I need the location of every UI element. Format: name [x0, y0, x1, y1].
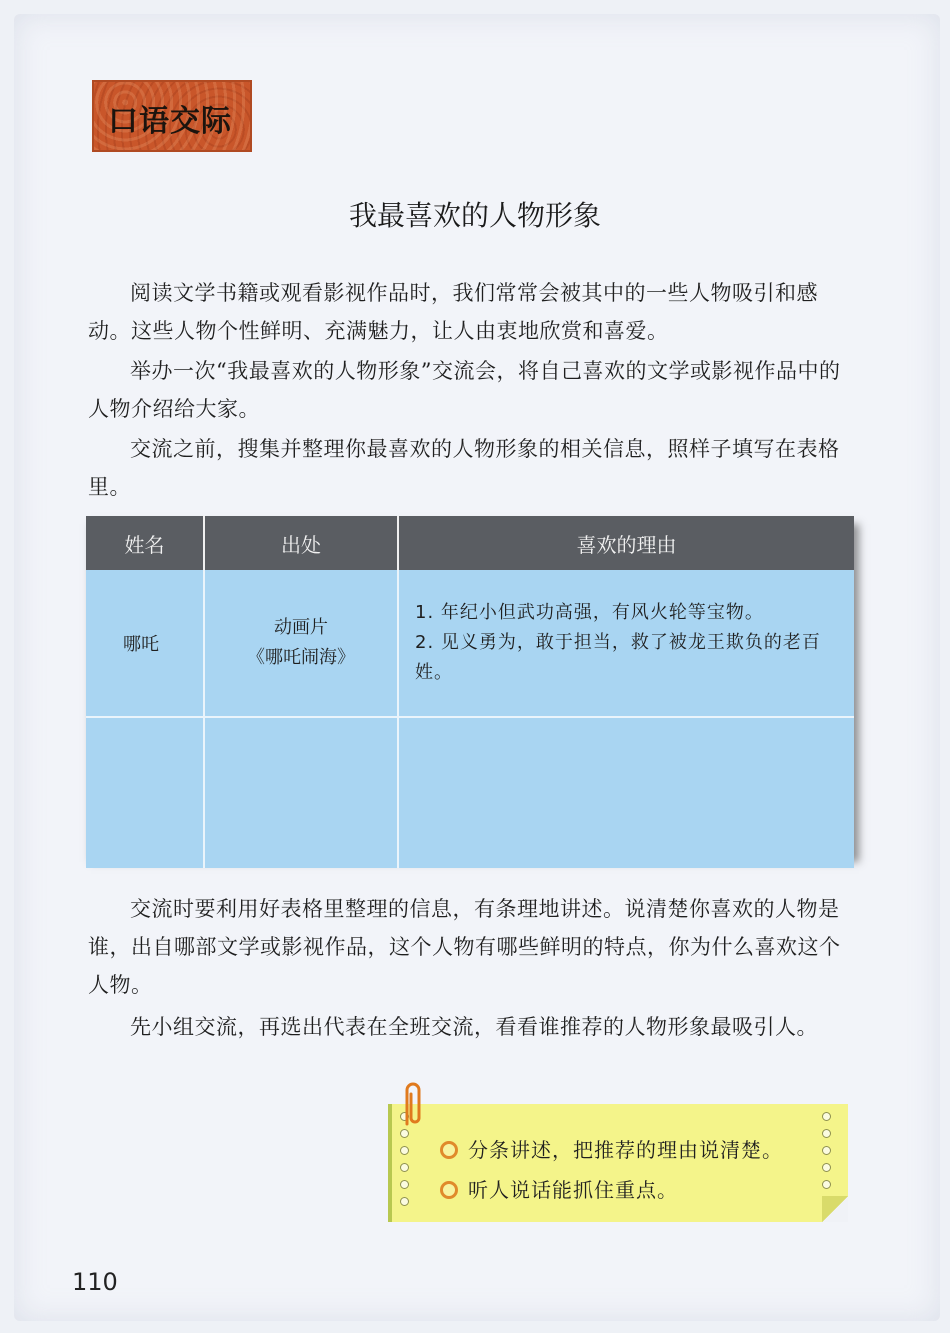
tip-text: 分条讲述，把推荐的理由说清楚。	[468, 1138, 783, 1162]
cell-reason	[398, 717, 854, 868]
outro-paragraph: 先小组交流，再选出代表在全班交流，看看谁推荐的人物形象最吸引人。	[130, 1015, 818, 1039]
tip-item	[440, 1134, 783, 1163]
section-badge-label: 口语交际	[108, 104, 232, 139]
cell-source	[204, 717, 398, 868]
page-title: 我最喜欢的人物形象	[348, 199, 601, 232]
character-table	[86, 516, 854, 854]
table-header-row	[86, 516, 854, 570]
tip-item	[440, 1174, 678, 1203]
column-header-name: 姓名	[86, 516, 204, 570]
column-header-reason: 喜欢的理由	[398, 516, 854, 570]
column-header-source: 出处	[204, 516, 398, 570]
intro-paragraph: 举办一次“我最喜欢的人物形象”交流会，将自己喜欢的文学或影视作品中的人物介绍给大家。	[88, 359, 841, 421]
source-type: 动画片	[274, 617, 328, 638]
cell-name	[86, 717, 204, 868]
bullet-ring-icon	[440, 1181, 458, 1199]
outro-paragraph: 交流时要利用好表格里整理的信息，有条理地讲述。说清楚你喜欢的人物是谁，出自哪部文学或影视作品，这个人物有哪些鲜明的特点，你为什么喜欢这个人物。	[88, 897, 841, 997]
page-curl-shade	[822, 1196, 848, 1222]
table-row-empty	[86, 717, 854, 868]
cell-name: 哪吒	[86, 570, 204, 717]
intro-paragraph: 交流之前，搜集并整理你最喜欢的人物形象的相关信息，照样子填写在表格里。	[88, 437, 840, 499]
reason-item: 1. 年纪小但武功高强，有风火轮等宝物。	[415, 602, 764, 623]
page-number: 110	[72, 1268, 118, 1296]
bullet-ring-icon	[440, 1141, 458, 1159]
tips-note	[388, 1104, 848, 1222]
section-badge	[92, 80, 252, 152]
cell-reason	[398, 570, 854, 717]
tip-text: 听人说话能抓住重点。	[468, 1178, 678, 1202]
cell-source	[204, 570, 398, 717]
paperclip-icon	[398, 1080, 424, 1128]
intro-paragraph: 阅读文学书籍或观看影视作品时，我们常常会被其中的一些人物吸引和感动。这些人物个性鲜明、充满魅力，让人由衷地欣赏和喜爱。	[88, 281, 818, 343]
source-title: 《哪吒闹海》	[247, 647, 355, 668]
reason-item: 2. 见义勇为，敢于担当，救了被龙王欺负的老百姓。	[415, 632, 821, 683]
table-row	[86, 570, 854, 717]
